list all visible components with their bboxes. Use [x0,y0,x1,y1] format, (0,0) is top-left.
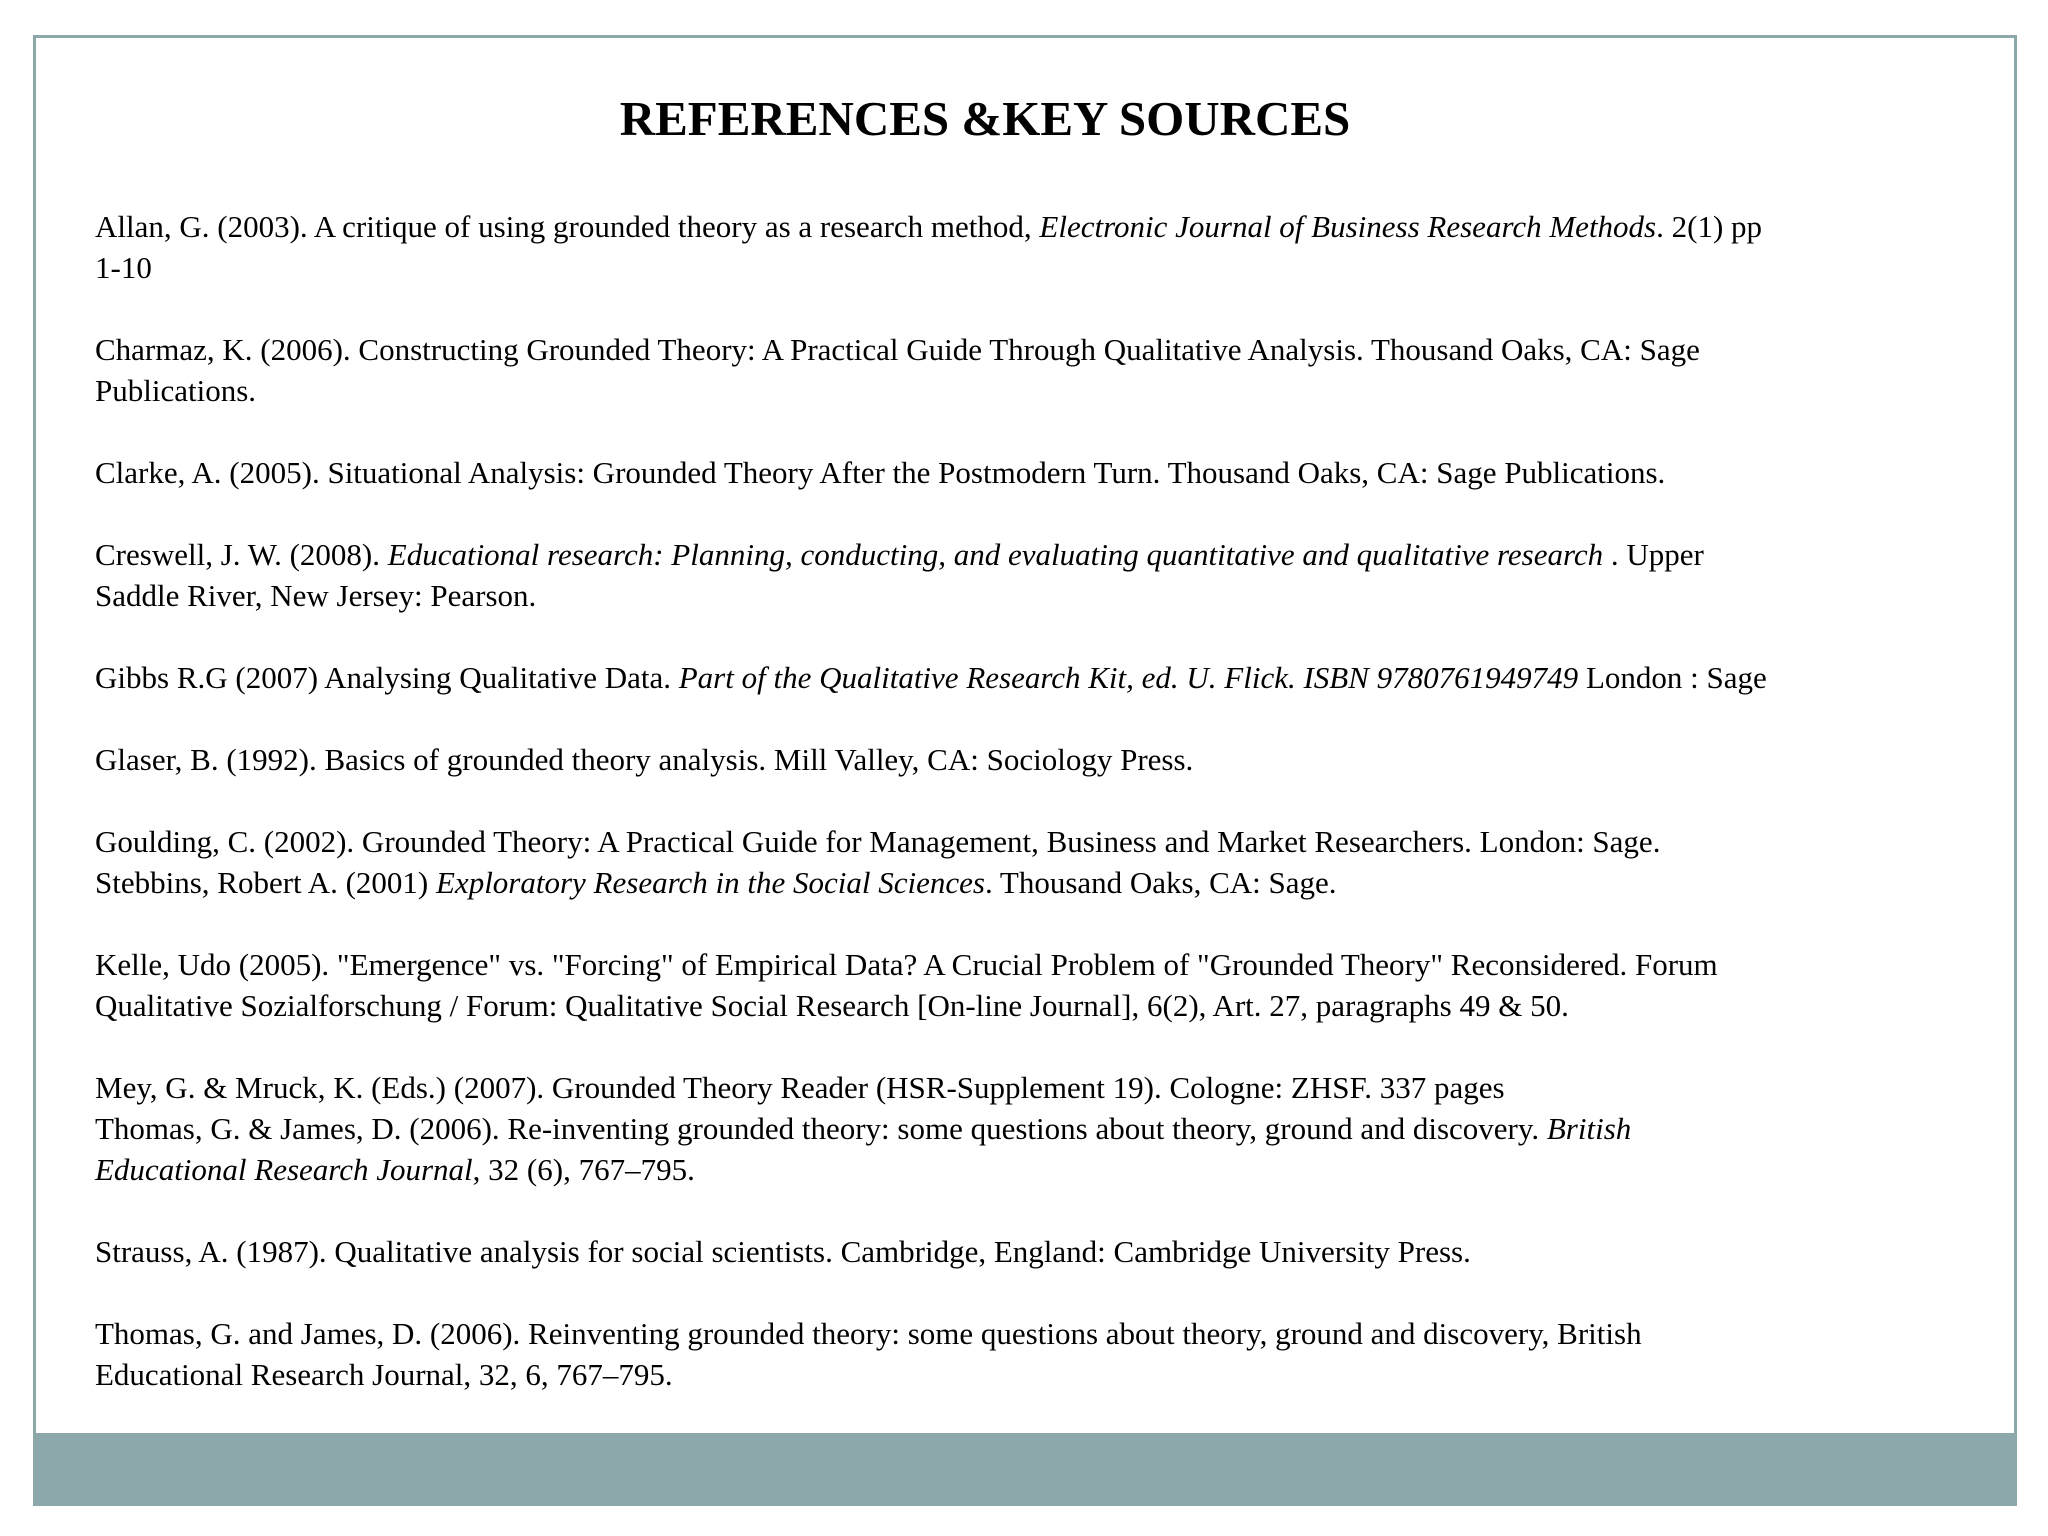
reference-line [95,821,1995,862]
reference-line [95,206,1995,247]
reference-text: Publications. [95,373,257,408]
reference-line [95,1149,1995,1190]
slide [33,35,2017,1506]
reference-line [95,985,1995,1026]
reference-text: Educational Research Journal, 32, 6, 767–795. [95,1357,673,1392]
reference-text: London : Sage [1578,660,1767,695]
reference-text: Thomas, G. & James, D. (2006). Re-inventing grounded theory: some questions about theory, ground and discovery. [95,1111,1547,1146]
reference-italic-text: Exploratory Research in the Social Sciences [436,865,985,900]
page-title: REFERENCES &KEY SOURCES [619,91,1351,146]
reference-line [95,1067,1995,1108]
reference-list [95,206,1995,1436]
reference-italic-text: British [1546,1111,1632,1146]
reference-text: . Upper [1603,537,1704,572]
reference-entry [95,534,1995,616]
reference-line [95,575,1995,616]
reference-italic-text: Educational Research Journal [95,1152,473,1187]
reference-entry [95,206,1995,288]
reference-text: Thomas, G. and James, D. (2006). Reinventing grounded theory: some questions about theory, ground and discovery, British [95,1316,1642,1351]
reference-text: Charmaz, K. (2006). Constructing Grounded Theory: A Practical Guide Through Qualitative Analysis. Thousand Oaks, CA: Sage [95,332,1700,367]
reference-entry [95,329,1995,411]
reference-line [95,657,1995,698]
reference-line [95,370,1995,411]
reference-entry [95,1231,1995,1272]
reference-line [95,247,1995,288]
reference-text: , 32 (6), 767–795. [472,1152,695,1187]
reference-entry [95,1313,1995,1395]
reference-text: Goulding, C. (2002). Grounded Theory: A Practical Guide for Management, Business and Market Researchers. London: Sage. [95,824,1661,859]
reference-entry [95,944,1995,1026]
reference-text: . Thousand Oaks, CA: Sage. [984,865,1337,900]
reference-italic-text: Electronic Journal of Business Research Methods [1039,209,1657,244]
reference-line [95,739,1995,780]
reference-text: 1-10 [95,250,152,285]
reference-text: Gibbs R.G (2007) Analysing Qualitative Data. [95,660,679,695]
reference-line [95,1231,1995,1272]
reference-text: Kelle, Udo (2005). "Emergence" vs. "Forcing" of Empirical Data? A Crucial Problem of "Grounded Theory" Reconsidered. Forum [95,947,1718,982]
reference-text: Stebbins, Robert A. (2001) [95,865,436,900]
reference-line [95,329,1995,370]
reference-entry [95,1067,1995,1190]
reference-italic-text: Educational research: Planning, conducting, and evaluating quantitative and qualitative research [387,537,1604,572]
reference-entry [95,739,1995,780]
reference-text: Mey, G. & Mruck, K. (Eds.) (2007). Grounded Theory Reader (HSR-Supplement 19). Cologne: ZHSF. 337 pages [95,1070,1505,1105]
reference-line [95,452,1995,493]
reference-entry [95,452,1995,493]
reference-line [95,862,1995,903]
reference-line [95,534,1995,575]
reference-text: Glaser, B. (1992). Basics of grounded theory analysis. Mill Valley, CA: Sociology Press. [95,742,1194,777]
footer-band [36,1433,2014,1503]
reference-entry [95,657,1995,698]
reference-text: . 2(1) pp [1656,209,1763,244]
reference-line [95,1313,1995,1354]
reference-text: Saddle River, New Jersey: Pearson. [95,578,537,613]
reference-italic-text: Part of the Qualitative Research Kit, ed. U. Flick. ISBN 9780761949749 [678,660,1579,695]
reference-entry [95,821,1995,903]
reference-line [95,1354,1995,1395]
reference-line [95,944,1995,985]
reference-text: Strauss, A. (1987). Qualitative analysis for social scientists. Cambridge, England: Cambridge University Press. [95,1234,1471,1269]
reference-text: Creswell, J. W. (2008). [95,537,388,572]
reference-text: Qualitative Sozialforschung / Forum: Qualitative Social Research [On-line Journal], 6(2), Art. 27, paragraphs 49 & 50. [95,988,1569,1023]
reference-text: Clarke, A. (2005). Situational Analysis: Grounded Theory After the Postmodern Turn. Thousand Oaks, CA: Sage Publications. [95,455,1666,490]
reference-line [95,1108,1995,1149]
reference-text: Allan, G. (2003). A critique of using grounded theory as a research method, [95,209,1040,244]
